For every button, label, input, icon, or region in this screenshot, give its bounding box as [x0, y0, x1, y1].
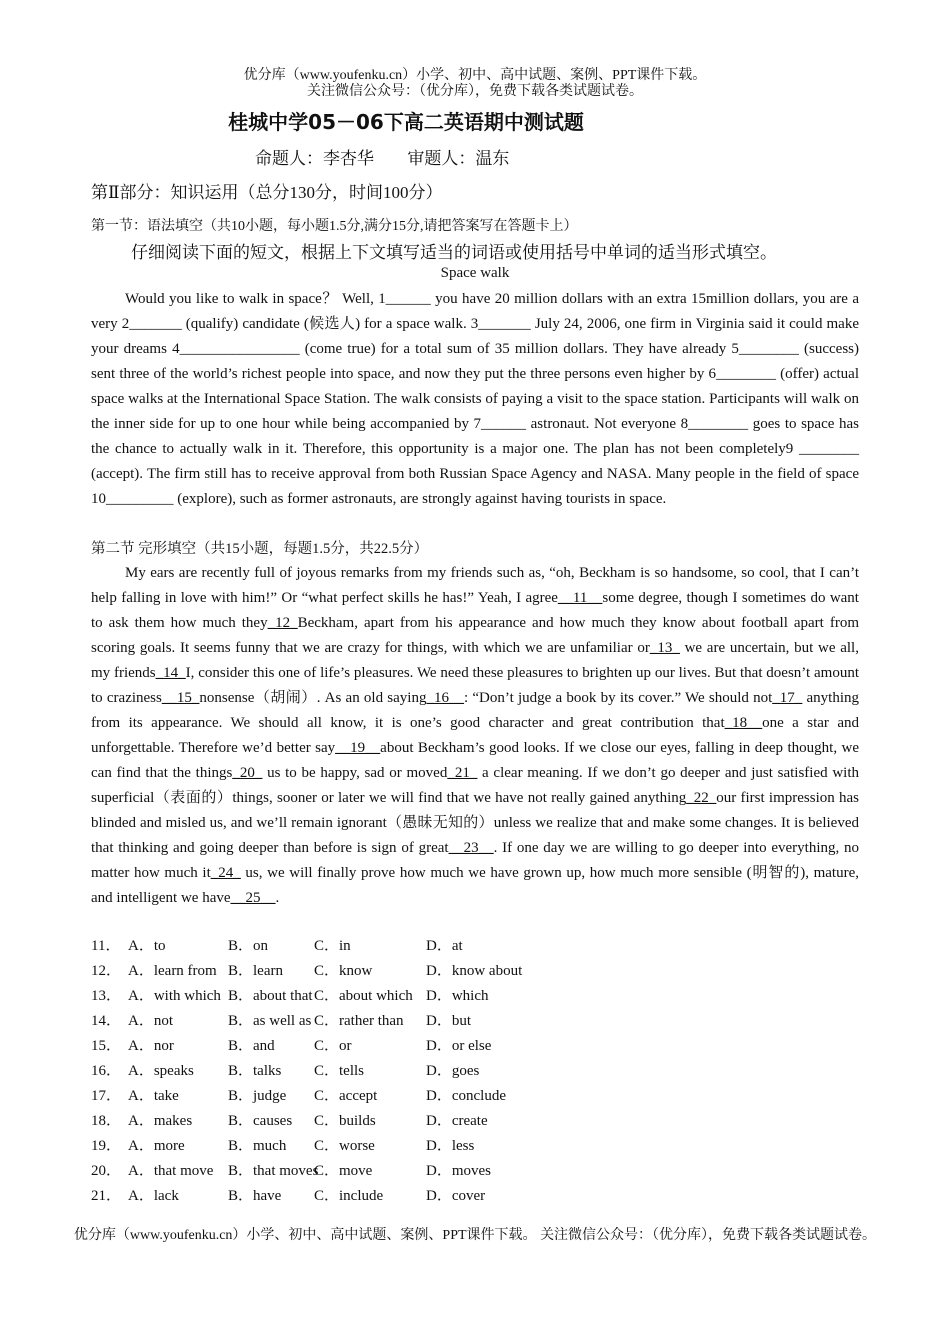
question-number: 11． [91, 938, 121, 954]
authors-line [255, 144, 537, 169]
option-d: D．goes [426, 1063, 480, 1079]
option-d: D．less [426, 1138, 475, 1154]
option-a: A．not [128, 1013, 174, 1029]
option-c: C．know [314, 963, 373, 979]
option-a: A．to [128, 938, 166, 954]
cloze-text: Beckham, apart from his appearance and how much they know about football apart from scoring goals. It seems funny that we are crazy for things, with which we are unfamiliar or [91, 615, 859, 656]
option-b: B．learn [228, 963, 283, 979]
cloze-text: us, we will finally prove how much we have grown up, how much more sensible (明智的), mature, and intelligent we have [91, 865, 859, 906]
cloze-blank: __11__ [557, 590, 603, 606]
option-d: D．or else [426, 1038, 492, 1054]
option-a: A．lack [128, 1188, 179, 1204]
question-number: 13． [91, 988, 122, 1004]
option-b: B．much [228, 1138, 287, 1154]
cloze-blank: __19__ [335, 740, 381, 756]
question-number: 15． [91, 1038, 122, 1054]
page-header [0, 68, 950, 100]
cloze-blank: _17_ [772, 690, 803, 706]
option-c: C．rather than [314, 1013, 404, 1029]
cloze-blank: __23__ [448, 840, 494, 856]
cloze-text: a clear meaning. If we don’t go deeper and just satisfied with superficial（表面的）things, sooner or later we will find that we have not really gained anything [91, 765, 859, 806]
exam-title: 桂城中学05－06下高二英语期中测试题 [228, 110, 584, 134]
cloze-blank: __15_ [161, 690, 200, 706]
grammar-passage: Would you like to walk in space？ Well, 1______ you have 20 million dollars with an extra 15million dollars, you are a very 2_______ (qualify) candidate (候选人) for a space walk. 3_______ July 24, 2006, one firm in Virginia said it could make your dreams 4________________ (come true) for a total sum of 35 million dollars. They have already 5________ (success) sent three of the world’s richest people into space, and now they put the three persons even higher by 6________ (offer) actual space walks at the International Space Station. The walk consists of paying a visit to the space station. Participants will walk on the inner side for up to one hour while being accompanied by 7______ astronaut. Not everyone 8________ goes to space has the chance to actually walk in it. Therefore, this opportunity is a major one. The plan has not been completely9 ________ (accept). The firm still has to receive approval from both Russian Space Agency and NASA. Many people in the field of space 10_________ (explore), such as former astronauts, are strongly against having tourists in space. [91, 291, 859, 507]
option-d: D．moves [426, 1163, 491, 1179]
option-a: A．speaks [128, 1063, 194, 1079]
option-c: C．accept [314, 1088, 378, 1104]
cloze-blank: _24_ [210, 865, 241, 881]
cloze-text: some degree, though I sometimes do want to ask them how much they [91, 590, 859, 631]
option-b: B．about that [228, 988, 313, 1004]
option-a: A．with which [128, 988, 221, 1004]
option-c: C．tells [314, 1063, 365, 1079]
option-b: B．have [228, 1188, 282, 1204]
option-d: D．conclude [426, 1088, 506, 1104]
option-d: D．but [426, 1013, 472, 1029]
cloze-text: I, consider this one of life’s pleasures. We need these pleasures to brighten up our lives. But that doesn’t amount to craziness [91, 665, 859, 706]
option-d: D．at [426, 938, 463, 954]
cloze-blank: _20_ [232, 765, 263, 781]
cloze-blank: _12_ [267, 615, 298, 631]
cloze-blank: _18__ [724, 715, 763, 731]
option-b: B．on [228, 938, 269, 954]
cloze-text: nonsense（胡闹）. As an old saying [199, 690, 427, 706]
cloze-text: about Beckham’s good looks. If we close our eyes, falling in deep thought, we can find that the things [91, 740, 859, 781]
option-c: C．worse [314, 1138, 375, 1154]
header-line-2: 关注微信公众号：（优分库），免费下载各类试题试卷。 [307, 84, 643, 99]
option-b: B．as well as [228, 1013, 312, 1029]
question-number: 19． [91, 1138, 122, 1154]
cloze-text: us to be happy, sad or moved [262, 765, 448, 781]
cloze-text: . [275, 890, 280, 906]
option-c: C．include [314, 1188, 384, 1204]
option-b: B．that moves [228, 1163, 319, 1179]
option-a: A．learn from [128, 963, 217, 979]
question-number: 12． [91, 963, 122, 979]
option-b: B．causes [228, 1113, 293, 1129]
section1-instruction: 仔细阅读下面的短文，根据上下文填写适当的词语或使用括号中单词的适当形式填空。 [131, 243, 777, 262]
question-number: 14． [91, 1013, 122, 1029]
cloze-text: My ears are recently full of joyous remarks from my friends such as, “oh, Beckham is so handsome, so cool, that I can’t help falling in love with him!” Or “what perfect skills he has!” Yeah, I agree [91, 565, 859, 606]
cloze-blank: __25__ [230, 890, 276, 906]
option-d: D．which [426, 988, 489, 1004]
section1-heading: 第一节：语法填空（共10小题，每小题1.5分,满分15分,请把答案写在答题卡上） [91, 219, 578, 234]
option-a: A．makes [128, 1113, 193, 1129]
cloze-blank: _14_ [155, 665, 186, 681]
cloze-passage [91, 561, 859, 911]
option-d: D．know about [426, 963, 523, 979]
cloze-blank: _13_ [649, 640, 680, 656]
page-footer [0, 1228, 950, 1244]
option-a: A．nor [128, 1038, 174, 1054]
footer-line-2: 关注微信公众号：（优分库），免费下载各类试题试卷。 [540, 1228, 877, 1243]
cloze-text: one a star and unforgettable. Therefore we’d better say [91, 715, 859, 756]
option-c: C．about which [314, 988, 413, 1004]
setter: 命题人：李杏华 [255, 149, 374, 169]
footer-line-1: 优分库（www.youfenku.cn）小学、初中、高中试题、案例、PPT课件下载。 [73, 1228, 537, 1243]
option-c: C．move [314, 1163, 373, 1179]
part-heading: 第Ⅱ部分：知识运用（总分130分，时间100分） [91, 183, 443, 202]
option-a: A．that move [128, 1163, 214, 1179]
option-b: B．and [228, 1038, 275, 1054]
option-d: D．create [426, 1113, 488, 1129]
option-b: B．judge [228, 1088, 287, 1104]
option-a: A．more [128, 1138, 185, 1154]
option-d: D．cover [426, 1188, 486, 1204]
header-line-1: 优分库（www.youfenku.cn）小学、初中、高中试题、案例、PPT课件下载。 [243, 68, 707, 83]
section2-heading: 第二节 完形填空（共15小题，每题1.5分，共22.5分） [91, 541, 429, 557]
cloze-blank: _21_ [447, 765, 478, 781]
passage-title: Space walk [440, 265, 510, 281]
option-c: C．in [314, 938, 351, 954]
option-a: A．take [128, 1088, 179, 1104]
question-number: 17． [91, 1088, 122, 1104]
cloze-text: anything from its appearance. We should all know, it is one’s good character and great contribution that [91, 690, 859, 731]
reviewer: 审题人：温东 [407, 149, 510, 169]
question-number: 16． [91, 1063, 122, 1079]
question-number: 20． [91, 1163, 122, 1179]
cloze-blank: _22_ [686, 790, 717, 806]
cloze-text: . If one day we are willing to go deeper into everything, no matter how much it [91, 840, 859, 881]
cloze-text: we are uncertain, but we all, my friends [91, 640, 859, 681]
cloze-text: our first impression has blinded and misled us, and we’ll remain ignorant（愚昧无知的）unless we realize that and make some changes. It is believed that thinking and going deeper than before is sign of great [91, 790, 859, 856]
option-b: B．talks [228, 1063, 282, 1079]
option-c: C．builds [314, 1113, 376, 1129]
option-c: C．or [314, 1038, 352, 1054]
cloze-text: : “Don’t judge a book by its cover.” We should not [463, 690, 773, 706]
cloze-blank: _16__ [426, 690, 464, 706]
question-number: 21． [91, 1188, 122, 1204]
question-number: 18． [91, 1113, 122, 1129]
